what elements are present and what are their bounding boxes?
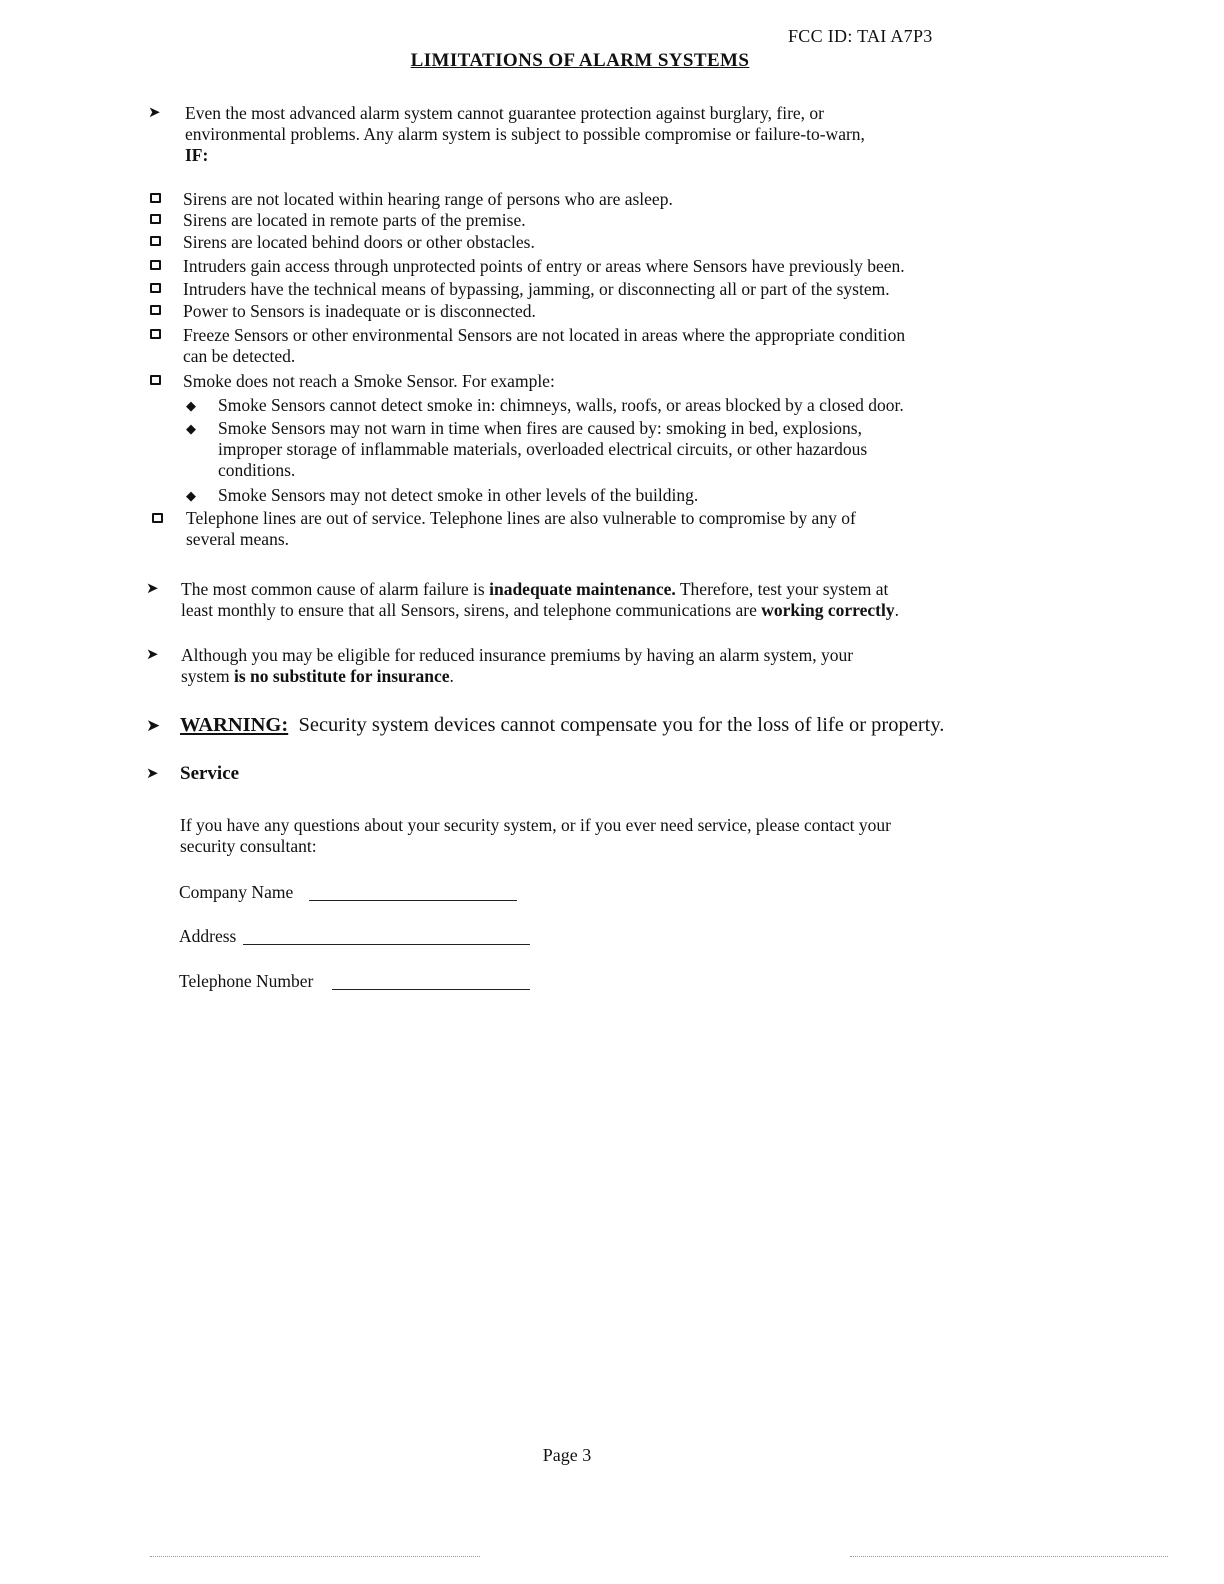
emphasis: is no substitute for insurance — [234, 666, 450, 686]
sub-list-item: Smoke Sensors cannot detect smoke in: chimneys, walls, roofs, or areas blocked by a closed door. — [218, 395, 904, 415]
text-run: system — [181, 666, 234, 686]
paragraph-line: Although you may be eligible for reduced insurance premiums by having an alarm system, your — [181, 645, 854, 665]
emphasis: inadequate maintenance. — [489, 579, 676, 599]
sub-list-item — [218, 418, 978, 481]
list-item-line: several means. — [186, 529, 290, 549]
company-name-label: Company Name — [179, 882, 294, 902]
fcc-id: FCC ID: TAI A7P3 — [788, 26, 933, 46]
intro-if: IF: — [185, 145, 209, 165]
arrowhead-bullet-icon: ➤ — [146, 766, 159, 782]
sub-list-item: Smoke Sensors may not detect smoke in other levels of the building. — [218, 485, 699, 505]
arrowhead-bullet-icon: ➤ — [146, 716, 161, 735]
checkbox-bullet-icon — [150, 214, 161, 224]
list-item: Sirens are located behind doors or other obstacles. — [183, 232, 535, 252]
diamond-bullet-icon: ◆ — [186, 398, 196, 413]
checkbox-bullet-icon — [150, 375, 161, 385]
page-title: LIMITATIONS OF ALARM SYSTEMS — [410, 50, 750, 71]
text-run: . — [894, 600, 899, 620]
list-item-line: Telephone lines are out of service. Telephone lines are also vulnerable to compromise by any of — [186, 508, 856, 528]
list-item: Sirens are located in remote parts of the premise. — [183, 210, 526, 230]
checkbox-bullet-icon — [152, 513, 163, 523]
arrowhead-bullet-icon: ➤ — [148, 105, 161, 121]
scan-artifact — [150, 1556, 480, 1558]
list-item: Intruders gain access through unprotected points of entry or areas where Sensors have previously been. — [183, 256, 905, 276]
maintenance-paragraph — [181, 579, 1021, 621]
paragraph-line — [181, 666, 1011, 687]
checkbox-bullet-icon — [150, 283, 161, 293]
sub-list-line: Smoke Sensors may not warn in time when fires are caused by: smoking in bed, explosions, — [218, 418, 862, 438]
warning-label: WARNING: — [180, 714, 289, 736]
telephone-number-label: Telephone Number — [179, 971, 314, 991]
text-run: least monthly to ensure that all Sensors, sirens, and telephone communications are — [181, 600, 762, 620]
list-item: Power to Sensors is inadequate or is disconnected. — [183, 301, 536, 321]
text-run: Therefore, test your system at — [675, 579, 889, 599]
list-item — [183, 325, 1023, 367]
diamond-bullet-icon: ◆ — [186, 488, 196, 503]
sub-list-line: improper storage of inflammable materials, overloaded electrical circuits, or other hazardous — [218, 439, 868, 459]
scan-artifact — [850, 1556, 1168, 1558]
telephone-number-field[interactable] — [332, 972, 530, 990]
warning-line — [180, 713, 944, 737]
sub-list-line: conditions. — [218, 460, 296, 480]
checkbox-bullet-icon — [150, 236, 161, 246]
service-paragraph — [180, 815, 1020, 857]
text-run: The most common cause of alarm failure is — [181, 579, 490, 599]
list-item: Smoke does not reach a Smoke Sensor. For example: — [183, 371, 555, 391]
company-name-field[interactable] — [309, 883, 517, 901]
address-label: Address — [179, 926, 237, 946]
paragraph-line — [181, 579, 1021, 600]
address-field[interactable] — [243, 927, 530, 945]
checkbox-bullet-icon — [150, 193, 161, 203]
list-item-line: Freeze Sensors or other environmental Sensors are not located in areas where the appropriate condition — [183, 325, 906, 345]
checkbox-bullet-icon — [150, 305, 161, 315]
list-item: Sirens are not located within hearing range of persons who are asleep. — [183, 189, 673, 209]
arrowhead-bullet-icon: ➤ — [146, 647, 159, 663]
paragraph-line: If you have any questions about your security system, or if you ever need service, please contact your — [180, 815, 891, 835]
diamond-bullet-icon: ◆ — [186, 421, 196, 436]
insurance-paragraph — [181, 645, 1011, 687]
list-item-line: can be detected. — [183, 346, 296, 366]
checkbox-bullet-icon — [150, 260, 161, 270]
paragraph-line — [181, 600, 1021, 621]
intro-paragraph — [185, 103, 1015, 166]
list-item — [186, 508, 1016, 550]
emphasis: working correctly — [761, 600, 895, 620]
checkbox-bullet-icon — [150, 329, 161, 339]
paragraph-line: security consultant: — [180, 836, 317, 856]
arrowhead-bullet-icon: ➤ — [146, 581, 159, 597]
page-number: Page 3 — [542, 1445, 592, 1465]
intro-line: environmental problems. Any alarm system is subject to possible compromise or failure-to-warn, — [185, 124, 865, 144]
text-run: . — [449, 666, 454, 686]
list-item: Intruders have the technical means of bypassing, jamming, or disconnecting all or part of the system. — [183, 279, 890, 299]
service-heading: Service — [180, 763, 240, 784]
warning-text: Security system devices cannot compensate you for the loss of life or property. — [288, 714, 945, 736]
intro-line: Even the most advanced alarm system cannot guarantee protection against burglary, fire, or — [185, 103, 825, 123]
